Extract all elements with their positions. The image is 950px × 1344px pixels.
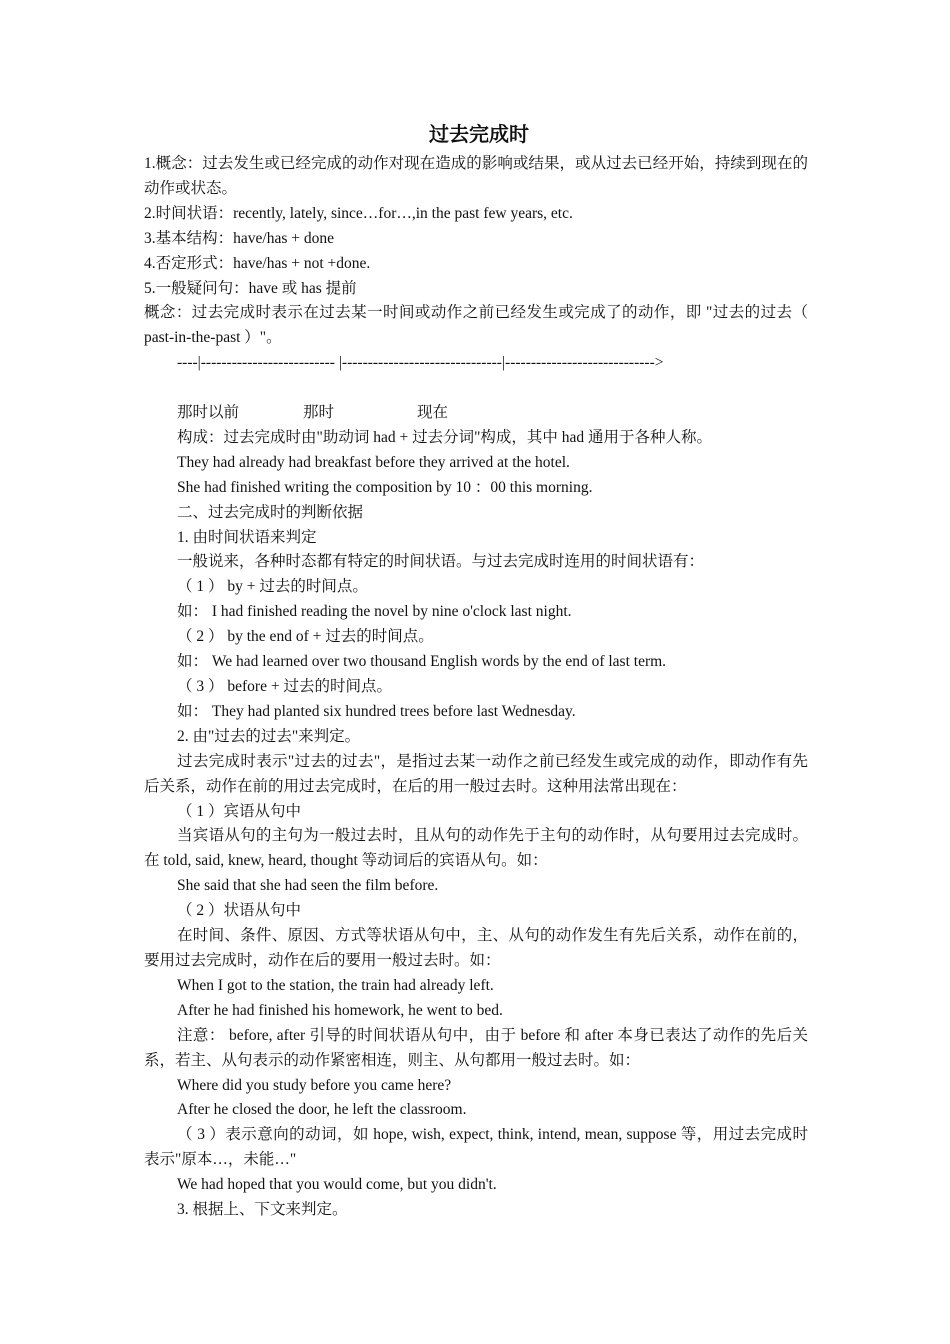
paragraph-basic-structure: 3.基本结构：have/has + done xyxy=(144,229,334,247)
document-page xyxy=(144,120,808,1223)
timeline-labels xyxy=(144,401,808,426)
paragraph-negative-form: 4.否定形式：have/has + not +done. xyxy=(144,254,371,272)
list-item: （ 2 ） by the end of + 过去的时间点。 xyxy=(177,628,434,646)
example-sentence: After he had finished his homework, he went to bed. xyxy=(177,1001,503,1019)
paragraph-text: 一般说来，各种时态都有特定的时间状语。与过去完成时连用的时间状语有： xyxy=(177,553,705,571)
timeline-label-now: 现在 xyxy=(417,404,449,422)
timeline-label-then: 那时 xyxy=(303,404,335,422)
list-item: （ 2 ）状语从句中 xyxy=(177,902,302,920)
example-sentence: After he closed the door, he left the classroom. xyxy=(177,1101,467,1119)
list-item: （ 1 ） by + 过去的时间点。 xyxy=(177,578,368,596)
list-item: （ 3 ） before + 过去的时间点。 xyxy=(177,678,392,696)
timeline-label-before: 那时以前 xyxy=(177,404,240,422)
subsection-heading: 1. 由时间状语来判定 xyxy=(177,528,317,546)
subsection-heading: 3. 根据上、下文来判定。 xyxy=(177,1201,348,1219)
section-heading: 二、过去完成时的判断依据 xyxy=(177,503,364,521)
paragraph-text: 过去完成时表示"过去的过去"，是指过去某一动作之前已经发生或完成的动作，即动作有先后关系，动作在前的用过去完成时，在后的用一般过去时。这种用法常出现在： xyxy=(144,752,808,795)
paragraph-text: 当宾语从句的主句为一般过去时，且从句的动作先于主句的动作时，从句要用过去完成时。在 told, said, knew, heard, thought 等动词后的宾语从句。如： xyxy=(144,827,808,870)
example-sentence: We had hoped that you would come, but you didn't. xyxy=(177,1176,497,1194)
example-sentence: 如： We had learned over two thousand English words by the end of last term. xyxy=(177,653,667,671)
example-sentence: She had finished writing the composition by 10 ：00 this morning. xyxy=(177,478,593,496)
example-sentence: 如： They had planted six hundred trees before last Wednesday. xyxy=(177,702,576,720)
paragraph-time-adverbials: 2.时间状语：recently, lately, since…for…,in the past few years, etc. xyxy=(144,204,573,222)
paragraph-concept: 1.概念：过去发生或已经完成的动作对现在造成的影响或结果，或从过去已经开始，持续到现在的动作或状态。 xyxy=(144,155,808,197)
list-item: （ 1 ）宾语从句中 xyxy=(177,802,302,820)
page-title: 过去完成时 xyxy=(429,124,529,146)
paragraph-text: 在时间、条件、原因、方式等状语从句中，主、从句的动作发生有先后关系，动作在前的，要用过去完成时，动作在后的要用一般过去时。如： xyxy=(144,927,808,969)
paragraph-question-form: 5.一般疑问句：have 或 has 提前 xyxy=(144,279,357,297)
example-sentence: When I got to the station, the train had already left. xyxy=(177,976,494,994)
paragraph-note: 注意： before, after 引导的时间状语从句中，由于 before 和 after 本身已表达了动作的先后关系，若主、从句表示的动作紧密相连，则主、从句都用一般过去时。如： xyxy=(144,1026,808,1069)
paragraph-formation: 构成：过去完成时由"助动词 had + 过去分词"构成，其中 had 通用于各种人称。 xyxy=(177,428,713,446)
subsection-heading: 2. 由"过去的过去"来判定。 xyxy=(177,727,361,745)
blank-line xyxy=(144,376,808,401)
example-sentence: 如： I had finished reading the novel by nine o'clock last night. xyxy=(177,603,572,621)
example-sentence: Where did you study before you came here? xyxy=(177,1076,452,1094)
example-sentence: They had already had breakfast before they arrived at the hotel. xyxy=(177,453,570,471)
example-sentence: She said that she had seen the film before. xyxy=(177,877,439,895)
timeline-arrow: ----|-------------------------- |-------------------------------|-----------------------------> xyxy=(177,354,664,372)
paragraph-past-perfect-concept: 概念：过去完成时表示在过去某一时间或动作之前已经发生或完成了的动作，即 "过去的过去（ past-in-the-past ）"。 xyxy=(144,304,808,347)
list-item: （ 3 ）表示意向的动词，如 hope, wish, expect, think, intend, mean, suppose 等，用过去完成时表示"原本…，未能…" xyxy=(144,1126,808,1169)
